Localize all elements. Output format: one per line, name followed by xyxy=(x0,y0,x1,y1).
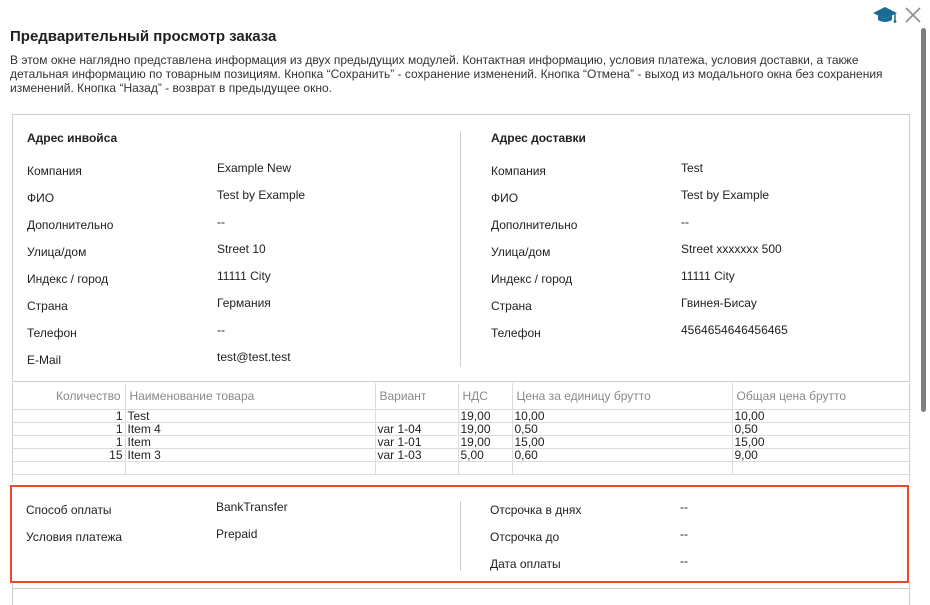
cell-product: Item xyxy=(125,435,375,448)
delivery-label-street: Улица/дом xyxy=(491,245,551,259)
payment-value-delay-until: -- xyxy=(680,527,688,541)
cell-variant: var 1-03 xyxy=(375,448,458,461)
delivery-label-extra: Дополнительно xyxy=(491,218,578,232)
cell-product: Test xyxy=(125,409,375,422)
column-header-quantity[interactable]: Количество xyxy=(13,383,125,409)
delivery-value-country: Гвинея-Бисау xyxy=(681,296,757,310)
delivery-label-company: Компания xyxy=(491,164,546,178)
invoice-value-city: 11111 City xyxy=(217,269,271,283)
cell-unit-price: 0,50 xyxy=(512,422,732,435)
invoice-label-city: Индекс / город xyxy=(27,272,109,286)
cell-variant: var 1-01 xyxy=(375,435,458,448)
cell-total-price: 0,50 xyxy=(732,422,911,435)
delivery-title: Адрес доставки xyxy=(491,131,586,145)
address-panel xyxy=(12,114,910,382)
invoice-value-extra: -- xyxy=(217,215,225,229)
payment-label-delay-days: Отсрочка в днях xyxy=(490,503,582,517)
table-empty-row xyxy=(13,461,911,474)
delivery-value-city: 11111 City xyxy=(681,269,735,283)
payment-value-method: BankTransfer xyxy=(216,500,288,514)
delivery-label-name: ФИО xyxy=(491,191,519,205)
column-header-product[interactable]: Наименование товара xyxy=(125,383,375,409)
table-row[interactable] xyxy=(13,422,911,435)
invoice-label-company: Компания xyxy=(27,164,82,178)
delivery-value-extra: -- xyxy=(681,215,689,229)
cell-unit-price: 10,00 xyxy=(512,409,732,422)
cell-total-price: 15,00 xyxy=(732,435,911,448)
cell-quantity: 1 xyxy=(13,409,125,422)
column-header-unit-price[interactable]: Цена за единицу брутто xyxy=(512,383,732,409)
close-icon[interactable] xyxy=(904,6,922,24)
payment-panel xyxy=(10,485,909,583)
graduation-cap-icon[interactable] xyxy=(872,5,898,25)
payment-value-pay-date: -- xyxy=(680,554,688,568)
payment-divider xyxy=(460,501,461,571)
invoice-value-street: Street 10 xyxy=(217,242,266,256)
column-header-total-price[interactable]: Общая цена брутто xyxy=(732,383,911,409)
cell-total-price: 9,00 xyxy=(732,448,911,461)
window-controls xyxy=(872,5,922,25)
cell-total-price: 10,00 xyxy=(732,409,911,422)
cell-quantity: 1 xyxy=(13,422,125,435)
delivery-label-city: Индекс / город xyxy=(491,272,573,286)
cell-quantity: 1 xyxy=(13,435,125,448)
invoice-value-company: Example New xyxy=(217,161,292,175)
cell-product: Item 4 xyxy=(125,422,375,435)
invoice-value-phone: -- xyxy=(217,323,225,337)
payment-label-method: Способ оплаты xyxy=(26,503,112,517)
invoice-value-email: test@test.test xyxy=(217,350,291,364)
frame-line-left xyxy=(12,583,13,605)
invoice-label-country: Страна xyxy=(27,299,68,313)
invoice-label-name: ФИО xyxy=(27,191,55,205)
cell-product: Item 3 xyxy=(125,448,375,461)
cell-unit-price: 0,60 xyxy=(512,448,732,461)
cell-unit-price: 15,00 xyxy=(512,435,732,448)
cell-variant xyxy=(375,409,458,422)
payment-value-terms: Prepaid xyxy=(216,527,258,541)
cell-variant: var 1-04 xyxy=(375,422,458,435)
invoice-label-extra: Дополнительно xyxy=(27,218,114,232)
table-header-row xyxy=(13,383,911,409)
frame-line-right xyxy=(909,583,910,605)
address-divider xyxy=(460,131,461,367)
cell-vat: 5,00 xyxy=(458,448,512,461)
cell-vat: 19,00 xyxy=(458,435,512,448)
payment-value-delay-days: -- xyxy=(680,500,688,514)
invoice-label-phone: Телефон xyxy=(27,326,77,340)
delivery-value-phone: 4564654646456465 xyxy=(681,323,788,337)
items-table xyxy=(13,383,911,475)
delivery-value-street: Street xxxxxxx 500 xyxy=(681,242,782,256)
column-header-vat[interactable]: НДС xyxy=(458,383,512,409)
payment-label-terms: Условия платежа xyxy=(26,530,123,544)
page-description: В этом окне наглядно представлена информация из двух предыдущих модулей. Контактная информацию, условия платежа, условия доставки, а также детальная информацию по товарным позициям. Кнопка “Сохранить” - сохранение изменений. Кнопка “Отмена” - выход из модального окна без сохранения изменений. Кнопка “Назад” - возврат в предыдущее окно. xyxy=(10,53,883,95)
column-header-variant[interactable]: Вариант xyxy=(375,383,458,409)
table-row[interactable] xyxy=(13,409,911,422)
invoice-value-country: Германия xyxy=(217,296,271,310)
frame-line-bottom xyxy=(12,588,910,589)
table-row[interactable] xyxy=(13,435,911,448)
cell-vat: 19,00 xyxy=(458,422,512,435)
delivery-label-country: Страна xyxy=(491,299,532,313)
cell-vat: 19,00 xyxy=(458,409,512,422)
invoice-value-name: Test by Example xyxy=(217,188,306,202)
scrollbar-thumb[interactable] xyxy=(921,28,926,412)
invoice-label-email: E-Mail xyxy=(27,353,62,367)
payment-label-pay-date: Дата оплаты xyxy=(490,557,561,571)
page-title: Предварительный просмотр заказа xyxy=(10,28,277,45)
cell-quantity: 15 xyxy=(13,448,125,461)
delivery-value-company: Test xyxy=(681,161,704,175)
items-table-container xyxy=(12,383,910,482)
invoice-title: Адрес инвойса xyxy=(27,131,118,145)
delivery-value-name: Test by Example xyxy=(681,188,770,202)
delivery-label-phone: Телефон xyxy=(491,326,541,340)
invoice-label-street: Улица/дом xyxy=(27,245,87,259)
table-row[interactable] xyxy=(13,448,911,461)
payment-label-delay-until: Отсрочка до xyxy=(490,530,560,544)
